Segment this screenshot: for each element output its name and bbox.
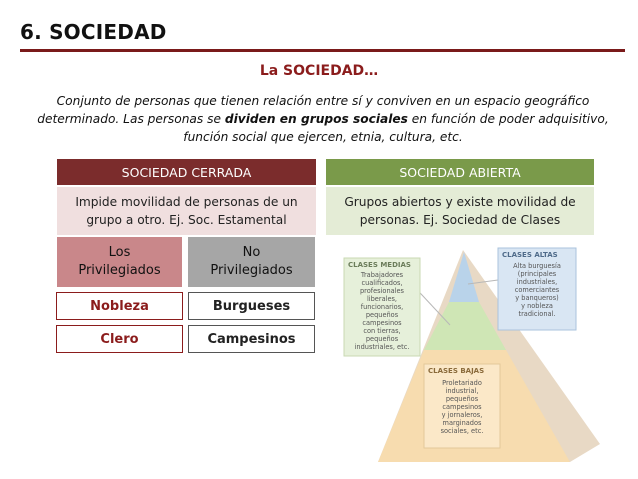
closed-society-header: SOCIEDAD CERRADA (57, 159, 316, 185)
non-privileged-label: No Privilegiados (210, 245, 293, 278)
bajas-line: Proletariado (442, 379, 482, 387)
social-pyramid (338, 240, 608, 470)
medias-line: funcionarios, (360, 303, 404, 311)
definition-bold: dividen en grupos sociales (224, 112, 408, 126)
bajas-line: industrial, (445, 387, 479, 395)
privileged-label: Los Privilegiados (78, 245, 161, 278)
bajas-line: campesinos (442, 403, 482, 411)
altas-line: (principales (517, 270, 557, 278)
medias-line: profesionales (359, 287, 405, 295)
clero-cell: Clero (56, 325, 183, 353)
medias-line: pequeños (365, 335, 399, 343)
bajas-line: y jornaleros, (441, 411, 483, 419)
medias-line: con tierras, (363, 327, 401, 335)
non-privileged-box (188, 237, 315, 287)
privileged-box (57, 237, 182, 287)
medias-line: Trabajadores (360, 271, 404, 279)
slide-subtitle: La SOCIEDAD… (259, 63, 379, 79)
medias-line: pequeños (365, 311, 399, 319)
burgueses-cell: Burgueses (188, 292, 315, 320)
bajas-line: pequeños (445, 395, 479, 403)
altas-line: tradicional. (518, 310, 556, 318)
altas-line: industriales, (516, 278, 558, 286)
altas-line: Alta burguesía (513, 262, 561, 270)
medias-line: cualificados, (361, 279, 403, 287)
slide-title: 6. SOCIEDAD (20, 20, 167, 44)
clases-bajas-title: CLASES BAJAS (428, 367, 485, 375)
definition-part-2: en función de poder adquisitivo, función social que ejercen, etnia, cultura, etc. (183, 112, 609, 144)
medias-line: liberales, (366, 295, 398, 303)
altas-line: y nobleza (521, 302, 553, 310)
clases-medias-title: CLASES MEDIAS (348, 261, 411, 269)
bajas-line: sociales, etc. (440, 427, 484, 435)
medias-line: campesinos (362, 319, 402, 327)
altas-line: y banqueros) (515, 294, 559, 302)
clases-altas-title: CLASES ALTAS (502, 251, 558, 259)
campesinos-cell: Campesinos (188, 325, 315, 353)
definition-part-1: Conjunto de personas que tienen relación entre sí y conviven en un espacio geográfico determinado. Las personas se (37, 94, 590, 126)
nobleza-cell: Nobleza (56, 292, 183, 320)
closed-society-description: Impide movilidad de personas de un grupo a otro. Ej. Soc. Estamental (57, 187, 316, 235)
open-society-header: SOCIEDAD ABIERTA (326, 159, 594, 185)
title-underline (20, 49, 625, 52)
altas-line: comerciantes (514, 286, 560, 294)
definition-text (28, 92, 618, 146)
bajas-line: marginados (442, 419, 482, 427)
medias-line: industriales, etc. (354, 343, 410, 351)
open-society-description: Grupos abiertos y existe movilidad de personas. Ej. Sociedad de Clases (326, 187, 594, 235)
